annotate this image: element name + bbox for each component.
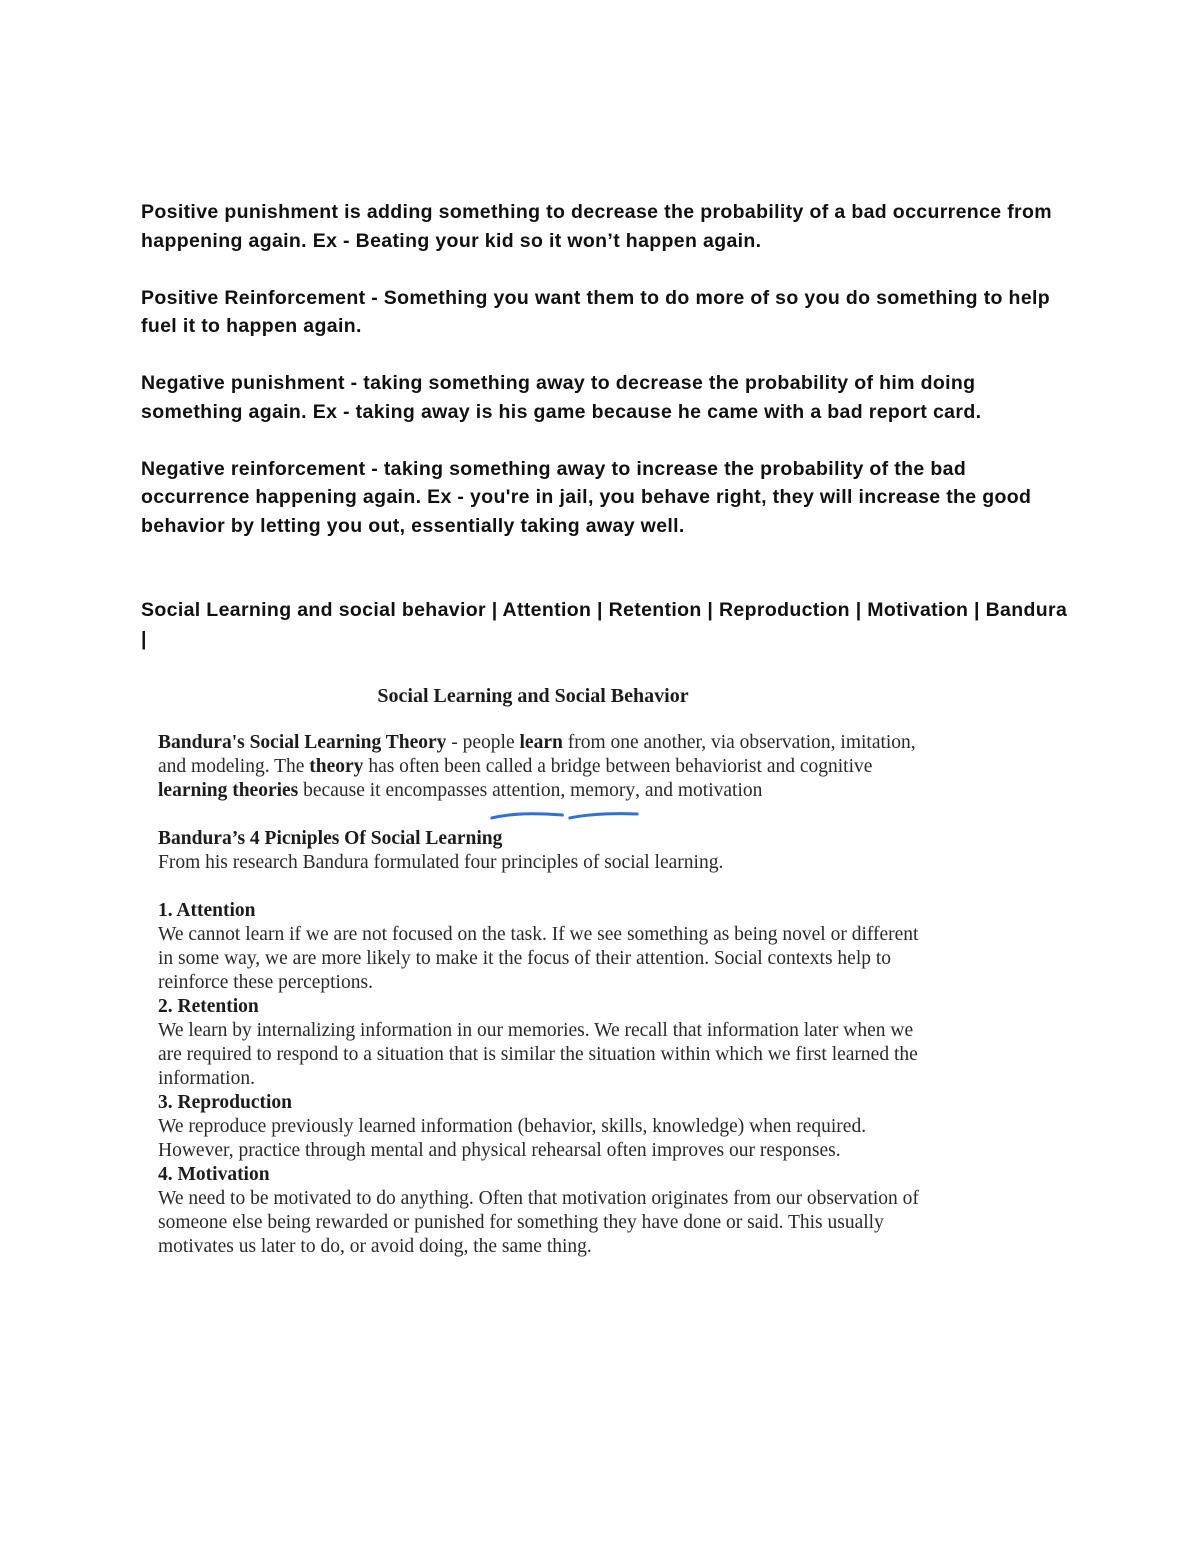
typed-notes	[141, 198, 1076, 682]
topics-line: Social Learning and social behavior | Attention | Retention | Reproduction | Motivation | Bandura |	[141, 599, 1068, 650]
principle-item	[158, 995, 928, 1091]
intro-text: - people	[446, 732, 520, 753]
principle-text: We cannot learn if we are not focused on the task. If we see something as being novel or different in some way, we are more likely to make it the focus of their attention. Social contexts help to reinforce these perceptions.	[158, 924, 919, 993]
underlined-word-attention	[492, 779, 560, 803]
intro-text: from one another, via observation, imitation, and modeling. The	[158, 732, 916, 777]
intro-term: theory	[309, 756, 364, 777]
note-negative-reinforcement: Negative reinforcement - taking something away to increase the probability of the bad occurrence happening again. Ex - you're in jail, you behave right, they will increase the good behavior by letting you out, essentially taking away well.	[141, 457, 1032, 537]
principle-text: We learn by internalizing information in our memories. We recall that information later when we are required to respond to a situation that is similar the situation within which we first learned the information.	[158, 1020, 918, 1089]
note-positive-punishment: Positive punishment is adding something to decrease the probability of a bad occurrence from happening again. Ex - Beating your kid so it won’t happen again.	[141, 201, 1052, 252]
principle-text: We need to be motivated to do anything. Often that motivation originates from our observation of someone else being rewarded or punished for something they have done or said. This usually motivates us later to do, or avoid doing, the same thing.	[158, 1188, 919, 1257]
excerpt-intro	[158, 731, 928, 803]
note-positive-reinforcement: Positive Reinforcement - Something you want them to do more of so you do something to help fuel it to happen again.	[141, 286, 1051, 337]
principles-intro: From his research Bandura formulated four principles of social learning.	[158, 852, 724, 873]
intro-term: learn	[519, 732, 563, 753]
principle-heading: 3. Reproduction	[158, 1092, 292, 1113]
principle-heading: 4. Motivation	[158, 1164, 270, 1185]
principle-heading: 1. Attention	[158, 900, 256, 921]
underlined-text: memory	[570, 780, 636, 801]
intro-text: , and motivation	[635, 780, 763, 801]
note-negative-punishment: Negative punishment - taking something away to decrease the probability of him doing something again. Ex - taking away is his game because he came with a bad report card.	[141, 372, 982, 423]
pasted-textbook-excerpt	[158, 684, 928, 1259]
principle-text: We reproduce previously learned information (behavior, skills, knowledge) when required. However, practice through mental and physical rehearsal often improves our responses.	[158, 1116, 867, 1161]
intro-term: Bandura's Social Learning Theory	[158, 732, 447, 753]
pen-underline-mark	[568, 811, 639, 821]
principle-item	[158, 1163, 928, 1259]
principle-item	[158, 1091, 928, 1163]
intro-text: has often been called a bridge between behaviorist and cognitive	[363, 756, 873, 777]
principle-item	[158, 899, 928, 995]
intro-text: because it encompasses	[298, 780, 493, 801]
underlined-word-memory	[570, 779, 635, 803]
pen-underline-mark	[490, 811, 564, 821]
intro-text: ,	[560, 780, 571, 801]
intro-term: learning theories	[158, 780, 299, 801]
underlined-text: attention	[492, 780, 561, 801]
principles-heading: Bandura’s 4 Picniples Of Social Learning	[158, 828, 503, 849]
principle-heading: 2. Retention	[158, 996, 259, 1017]
excerpt-title: Social Learning and Social Behavior	[377, 685, 689, 707]
